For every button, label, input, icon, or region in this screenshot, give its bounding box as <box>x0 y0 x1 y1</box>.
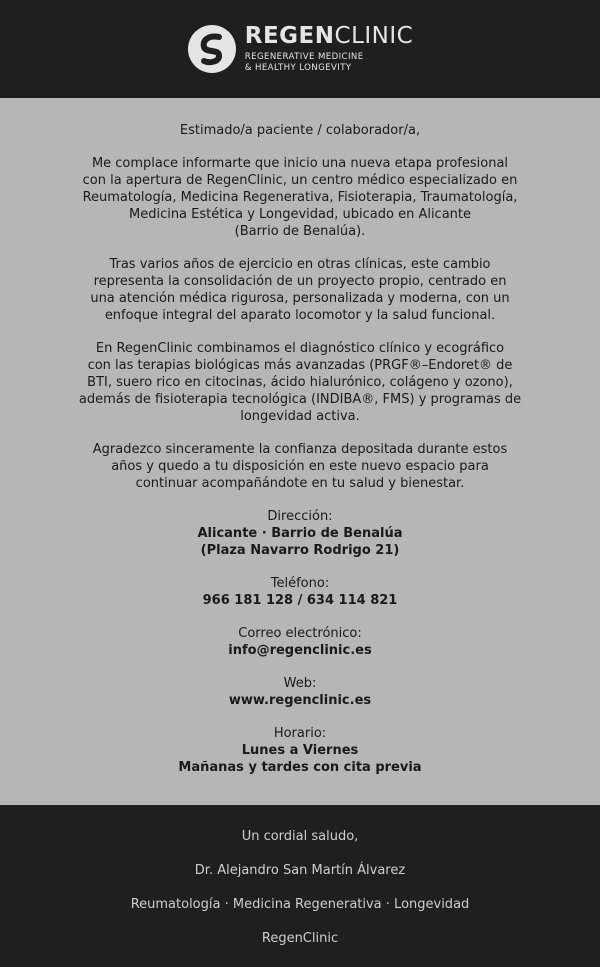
paragraph-2: Tras varios años de ejercicio en otras clínicas, este cambio representa la consolidación de un proyecto propio, centrado en una atención médica rigurosa, personalizada y moderna, con un enfoque integral del aparato locomotor y la salud funcional. <box>90 257 510 323</box>
contact-web <box>0 675 600 709</box>
tagline-line-2: & HEALTHY LONGEVITY <box>244 62 352 73</box>
email-link[interactable]: info@regenclinic.es <box>228 643 372 658</box>
address-label: Dirección: <box>267 509 333 524</box>
logo-text <box>244 22 414 74</box>
greeting: Estimado/a paciente / colaborador/a, <box>179 123 421 138</box>
phone-label: Teléfono: <box>270 576 330 591</box>
logo <box>187 24 413 74</box>
signature-name: Dr. Alejandro San Martín Álvarez <box>194 863 406 878</box>
signature-specialties: Reumatología · Medicina Regenerativa · Longevidad <box>130 897 470 912</box>
contact-hours <box>0 725 600 776</box>
brand-bold: REGEN <box>244 22 335 49</box>
phone-value[interactable]: 966 181 128 / 634 114 821 <box>202 593 398 608</box>
address-value: Alicante · Barrio de Benalúa (Plaza Navarro Rodrigo 21) <box>197 526 403 558</box>
email-label: Correo electrónico: <box>238 626 362 641</box>
hours-value: Lunes a Viernes Mañanas y tardes con cita previa <box>178 743 422 775</box>
hours-label: Horario: <box>273 726 327 741</box>
letter-body <box>0 98 600 805</box>
regenclinic-logo-icon <box>187 24 237 74</box>
web-link[interactable]: www.regenclinic.es <box>228 693 372 708</box>
contact-address <box>0 508 600 559</box>
paragraph-3: En RegenClinic combinamos el diagnóstico clínico y ecográfico con las terapias biológicas más avanzadas (PRGF®–Endoret® de BTI, suero rico en citocinas, ácido hialurónico, colágeno y ozono), además de fisioterapia tecnológica (INDIBA®, FMS) y programas de longevidad activa. <box>78 341 522 424</box>
web-label: Web: <box>283 676 317 691</box>
brand-light: CLINIC <box>334 22 414 49</box>
contact-email <box>0 625 600 659</box>
tagline <box>245 52 413 74</box>
contact-phone <box>0 575 600 609</box>
footer <box>0 805 600 967</box>
header <box>0 0 600 98</box>
paragraph-4: Agradezco sinceramente la confianza depositada durante estos años y quedo a tu disposición en este nuevo espacio para continuar acompañándote en tu salud y bienestar. <box>92 442 508 491</box>
paragraph-1: Me complace informarte que inicio una nueva etapa profesional con la apertura de RegenClinic, un centro médico especializado en Reumatología, Medicina Regenerativa, Fisioterapia, Traumatología, Medicina Estética y Longevidad, ubicado en Alicante (Barrio de Benalúa). <box>82 156 518 239</box>
signature-clinic: RegenClinic <box>261 931 339 946</box>
brand-name <box>244 22 414 49</box>
closing: Un cordial saludo, <box>241 829 359 844</box>
tagline-line-1: REGENERATIVE MEDICINE <box>244 51 364 62</box>
